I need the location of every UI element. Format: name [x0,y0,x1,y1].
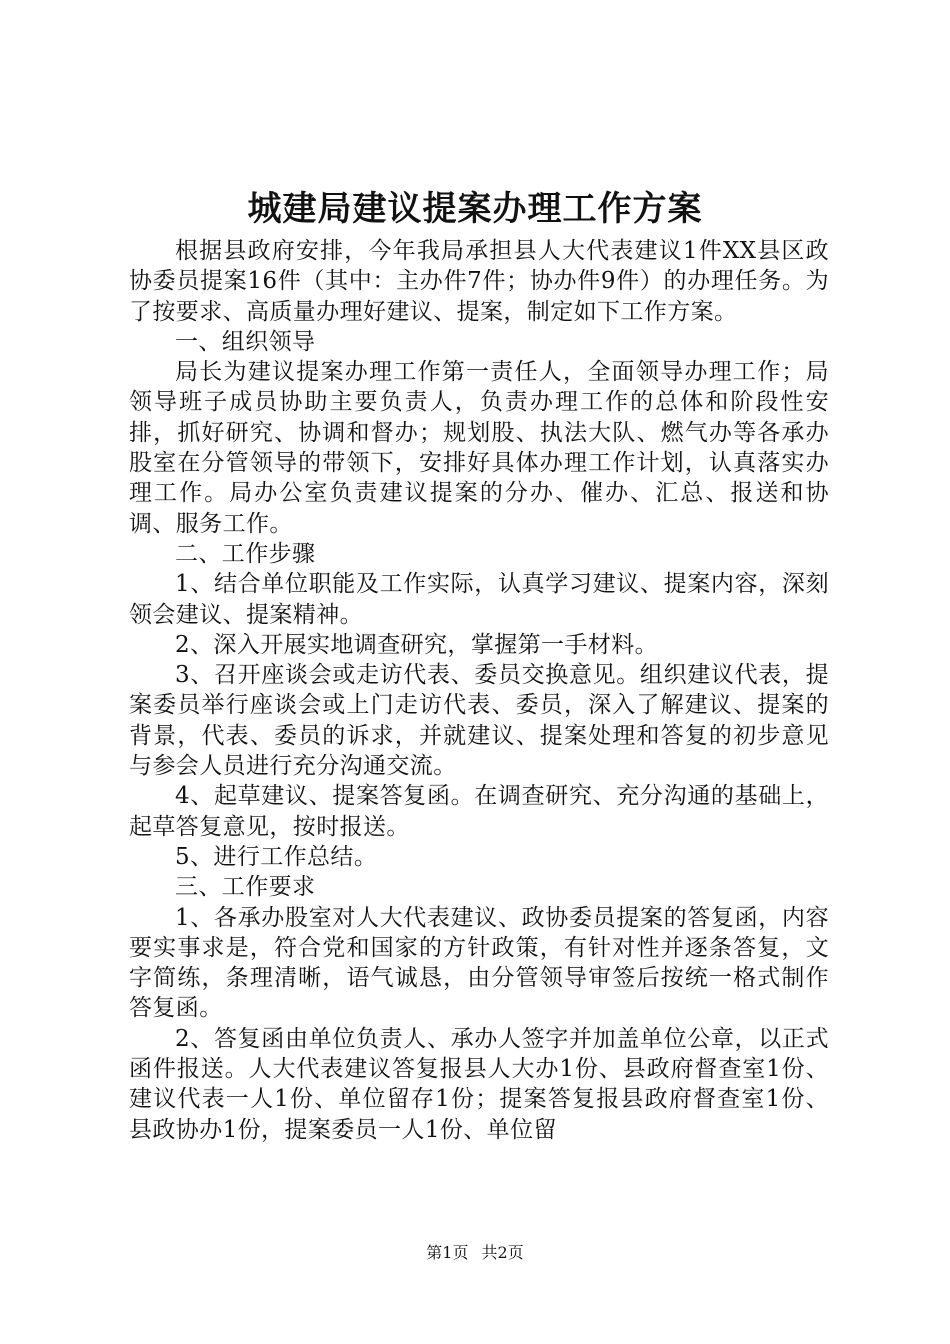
document-title: 城建局建议提案办理工作方案 [247,189,703,229]
paragraph-organization: 局长为建议提案办理工作第一责任人，全面领导办理工作；局领导班子成员协助主要负责人，负责办理工作的总体和阶段性安排，抓好研究、协调和督办；规划股、执法大队、燃气办等各承办股室在分管领导的带领下，安排好具体办理工作计划，认真落实办理工作。局办公室负责建议提案的分办、催办、汇总、报送和协调、服务工作。 [129,359,829,537]
paragraph-step-5: 5、进行工作总结。 [175,843,378,870]
section-heading-requirements: 三、工作要求 [175,874,316,901]
paragraph-step-2: 2、深入开展实地调查研究，掌握第一手材料。 [175,631,659,658]
page-number-current: 第1页 [426,1243,469,1262]
paragraph-requirement-2: 2、答复函由单位负责人、承办人签字并加盖单位公章，以正式函件报送。人大代表建议答复报县人大办1份、县政府督查室1份、建议代表一人1份、单位留存1份；提案答复报县政府督查室1份、县政协办1份，提案委员一人1份、单位留 [129,1025,829,1143]
document-body [129,236,829,1145]
paragraph-step-3: 3、召开座谈会或走访代表、委员交换意见。组织建议代表，提案委员举行座谈会或上门走访代表、委员，深入了解建议、提案的背景，代表、委员的诉求，并就建议、提案处理和答复的初步意见与参会人员进行充分沟通交流。 [129,662,829,780]
paragraph-intro: 根据县政府安排，今年我局承担县人大代表建议1件XX县区政协委员提案16件（其中：主办件7件；协办件9件）的办理任务。为了按要求、高质量办理好建议、提案，制定如下工作方案。 [129,238,829,325]
paragraph-step-4: 4、起草建议、提案答复函。在调查研究、充分沟通的基础上，起草答复意见，按时报送。 [129,783,829,840]
page-number-total: 共2页 [481,1243,524,1262]
section-heading-organization: 一、组织领导 [175,328,316,355]
section-heading-steps: 二、工作步骤 [175,540,316,567]
page-footer [0,1241,950,1265]
paragraph-requirement-1: 1、各承办股室对人大代表建议、政协委员提案的答复函，内容要实事求是，符合党和国家的方针政策，有针对性并逐条答复，文字简练，条理清晰，语气诚恳，由分管领导审签后按统一格式制作答复函。 [129,904,829,1022]
paragraph-step-1: 1、结合单位职能及工作实际，认真学习建议、提案内容，深刻领会建议、提案精神。 [129,571,829,628]
